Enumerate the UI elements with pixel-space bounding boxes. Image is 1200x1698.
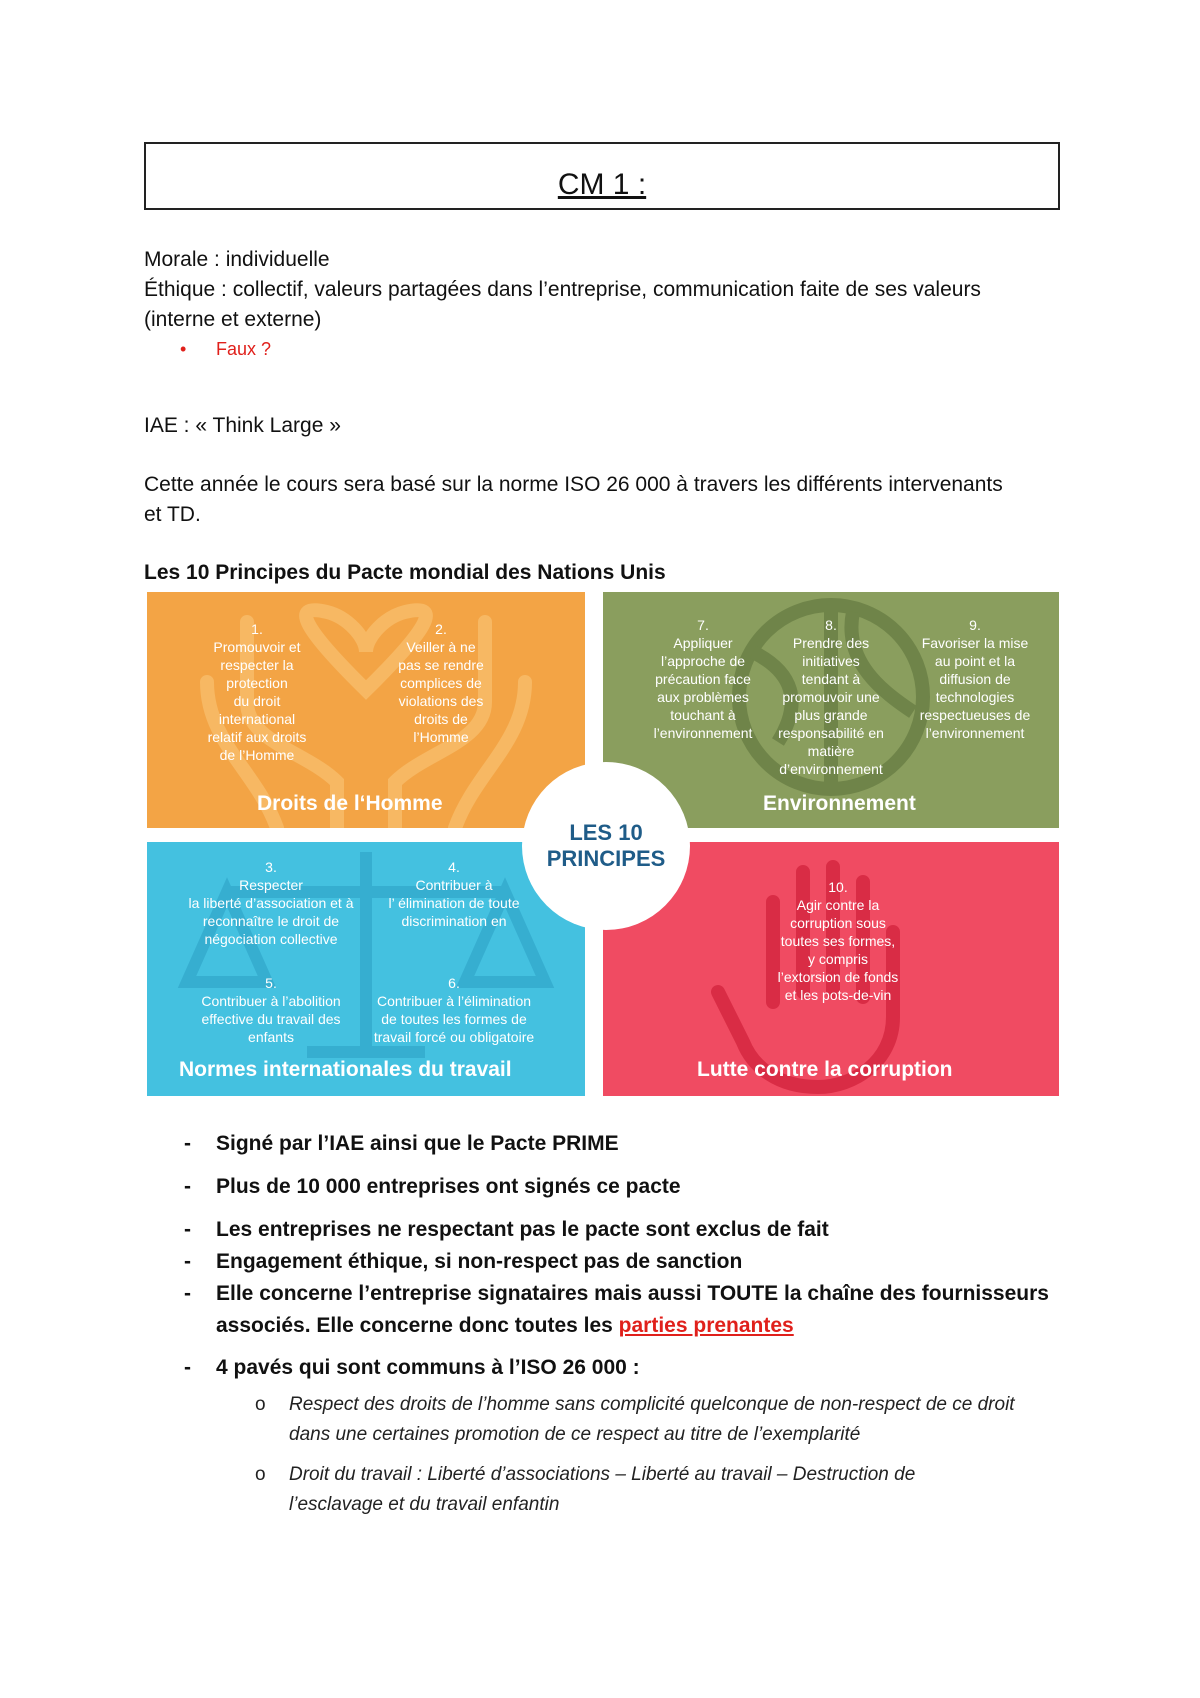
sub-bullet-2-line-1: Droit du travail : Liberté d’associations – Liberté au travail – Destruction de [289,1464,916,1485]
principle-7: 7. Appliquer l’approche de précaution face aux problèmes touchant à l’environnement [653,617,753,741]
sub-bullet-2-line-2: l’esclavage et du travail enfantin [289,1494,560,1515]
iae-line: IAE : « Think Large » [144,414,341,437]
bullet-5-text [216,1278,1066,1342]
principle-4: 4. Contribuer à l’ élimination de toute discrimination en [388,859,520,929]
principle-8: 8. Prendre des initiatives tendant à promouvoir une plus grande responsabilité en matière d’environnement [778,617,884,777]
principle-5: 5. Contribuer à l’abolition effective du travail des enfants [201,975,341,1045]
bullet-1-text: Signé par l’IAE ainsi que le Pacte PRIME [216,1132,619,1155]
cours-line-2: et TD. [144,503,201,526]
sub-bullet-1-line-1: Respect des droits de l’homme sans complicité quelconque de non-respect de ce droit [289,1394,1015,1415]
circle-marker: o [255,1394,266,1415]
panel-title-corruption: Lutte contre la corruption [697,1058,953,1081]
parties-prenantes-link[interactable]: parties prenantes [618,1314,794,1337]
faux-bullet-dot: • [180,339,187,359]
bullet-6-text: 4 pavés qui sont communs à l’ISO 26 000 : [216,1356,640,1379]
morale-line: Morale : individuelle [144,248,330,271]
ethique-line-1: Éthique : collectif, valeurs partagées dans l’entreprise, communication faite de ses valeurs [144,278,981,301]
dash-marker: - [184,1282,191,1305]
sub-bullet-1-line-2: dans une certaines promotion de ce respect au titre de l’exemplarité [289,1424,861,1445]
page-title: CM 1 : [557,168,647,201]
principles-infographic [147,592,1059,1096]
section-heading: Les 10 Principes du Pacte mondial des Nations Unis [144,561,666,584]
principle-2: 2. Veiller à ne pas se rendre complices de violations des droits de l’Homme [398,621,484,745]
bullet-3-text: Les entreprises ne respectant pas le pacte sont exclus de fait [216,1218,829,1241]
dash-marker: - [184,1175,191,1198]
principle-6: 6. Contribuer à l’élimination de toutes les formes de travail forcé ou obligatoire [373,975,535,1045]
bullet-5-line-2: associés. Elle concerne donc toutes les [216,1314,619,1337]
sub-bullet-2-text [289,1460,1079,1520]
faux-bullet-text: Faux ? [216,339,272,359]
center-line-2: PRINCIPES [546,846,666,871]
dash-marker: - [184,1356,191,1379]
circle-marker: o [255,1464,266,1485]
bullet-2-text: Plus de 10 000 entreprises ont signés ce pacte [216,1175,681,1198]
panel-title-environnement: Environnement [763,792,916,815]
title-box [144,142,1060,210]
dash-marker: - [184,1250,191,1273]
panel-title-droits: Droits de l‘Homme [257,792,443,815]
cours-line-1: Cette année le cours sera basé sur la norme ISO 26 000 à travers les différents intervenants [144,473,1003,496]
ethique-line-2: (interne et externe) [144,308,322,331]
bullet-5-line-1: Elle concerne l’entreprise signataires mais aussi TOUTE la chaîne des fournisseurs [216,1282,1049,1305]
principle-10: 10. Agir contre la corruption sous toutes ses formes, y compris l’extorsion de fonds et les pots-de-vin [777,879,899,1003]
dash-marker: - [184,1218,191,1241]
center-badge [522,762,690,930]
dash-marker: - [184,1132,191,1155]
sub-bullet-1-text [289,1390,1079,1450]
principle-3: 3. Respecter la liberté d’association et à reconnaître le droit de négociation collective [188,859,354,947]
panel-title-normes: Normes internationales du travail [179,1058,512,1081]
principle-1: 1. Promouvoir et respecter la protection du droit international relatif aux droits de l’Homme [207,621,307,763]
panel-droits-homme [147,592,585,828]
panel-normes-travail [147,842,585,1096]
center-line-1: LES 10 [569,820,643,845]
bullet-4-text: Engagement éthique, si non-respect pas de sanction [216,1250,743,1273]
principle-9: 9. Favoriser la mise au point et la diffusion de technologies respectueuses de l’environnement [919,617,1031,741]
